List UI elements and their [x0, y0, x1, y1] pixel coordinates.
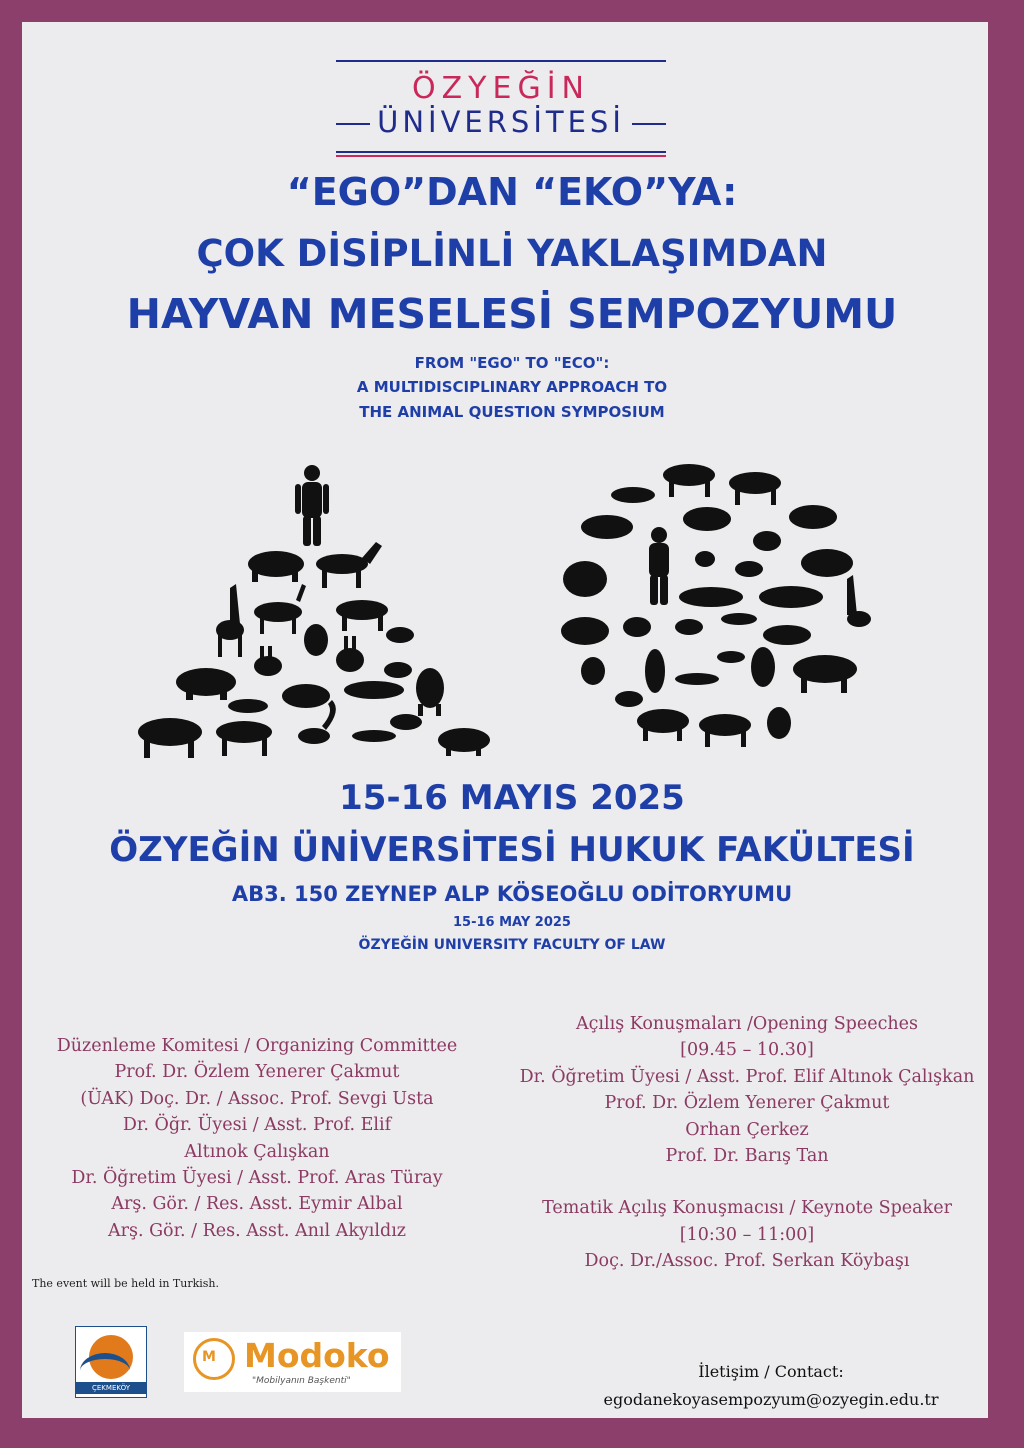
- frog-silhouette-icon: [282, 684, 330, 708]
- spacer: [502, 1169, 992, 1195]
- modoko-tagline: "Mobilyanın Başkenti": [252, 1376, 351, 1386]
- animal-circle-illustration: [555, 455, 875, 755]
- butterfly-silhouette-icon: [695, 551, 715, 567]
- cheetah-silhouette-icon: [344, 681, 404, 699]
- rhino-silhouette-icon-2: [801, 549, 853, 577]
- kangaroo-silhouette-icon-2: [767, 707, 791, 739]
- opening-speaker: Prof. Dr. Özlem Yenerer Çakmut: [604, 1093, 890, 1114]
- cekmekoy-label: ÇEKMEKÖY: [76, 1382, 146, 1394]
- event-date-en: 15-16 MAY 2025: [453, 915, 571, 930]
- opening-heading: Açılış Konuşmaları /Opening Speeches: [575, 1014, 919, 1034]
- modoko-name: Modoko: [244, 1336, 390, 1375]
- modoko-logo: [184, 1332, 401, 1392]
- keynote-time: [10:30 – 11:00]: [679, 1224, 815, 1245]
- event-venue-tr: ÖZYEĞİN ÜNİVERSİTESİ HUKUK FAKÜLTESİ: [109, 830, 915, 870]
- subtitle-en-line-3: THE ANIMAL QUESTION SYMPOSIUM: [359, 403, 665, 421]
- logo-rule-accent: [336, 155, 666, 157]
- dolphin-silhouette-icon: [679, 587, 743, 607]
- subtitle-en-line-1: FROM "EGO" TO "ECO":: [414, 354, 610, 372]
- cheetah-silhouette-icon-2: [759, 586, 823, 608]
- title-line-3: HAYVAN MESELESİ SEMPOZYUMU: [126, 290, 898, 338]
- opening-speaker: Dr. Öğretim Üyesi / Asst. Prof. Elif Altınok Çalışkan: [519, 1066, 975, 1087]
- seahorse-silhouette-icon: [645, 649, 665, 693]
- human-silhouette-icon-2: [649, 527, 669, 605]
- opening-time: [09.45 – 10.30]: [680, 1040, 814, 1061]
- scorpion-silhouette-icon-2: [763, 625, 811, 645]
- event-venue-en: ÖZYEĞİN UNIVERSITY FACULTY OF LAW: [358, 937, 666, 953]
- lizard-silhouette-icon-2: [675, 673, 719, 685]
- opening-speeches-block: [502, 1011, 992, 1275]
- event-room: AB3. 150 ZEYNEP ALP KÖSEOĞLU ODİTORYUMU: [231, 882, 793, 906]
- mouse-silhouette-icon-2: [615, 691, 643, 707]
- rabbit-silhouette-icon-3: [753, 531, 781, 551]
- kangaroo-silhouette-icon: [304, 624, 328, 656]
- scorpion-silhouette-icon: [298, 728, 330, 744]
- committee-member: Altınok Çalışkan: [184, 1141, 330, 1162]
- logo-rule-bottom: [336, 151, 666, 153]
- opening-speaker: Prof. Dr. Barış Tan: [665, 1145, 829, 1166]
- seal-silhouette-icon-2: [611, 487, 655, 503]
- seal-silhouette-icon: [228, 699, 268, 713]
- logo-word-ozyegin: ÖZYEĞİN: [412, 71, 590, 106]
- rabbit-silhouette-icon-2: [336, 648, 364, 672]
- committee-member: Arş. Gör. / Res. Asst. Eymir Albal: [111, 1194, 403, 1215]
- pig-silhouette-icon: [438, 728, 490, 752]
- duck-silhouette-icon: [384, 662, 412, 678]
- turtle-silhouette-icon-2: [717, 651, 745, 663]
- gecko-silhouette-icon: [675, 619, 703, 635]
- eagle-silhouette-icon: [683, 507, 731, 531]
- contact-email[interactable]: egodanekoyasempozyum@ozyegin.edu.tr: [603, 1390, 939, 1409]
- frog-silhouette-icon-2: [561, 617, 609, 645]
- event-date-tr: 15-16 MAYIS 2025: [339, 778, 685, 818]
- committee-member: (ÜAK) Doç. Dr. / Assoc. Prof. Sevgi Usta: [80, 1088, 434, 1109]
- meerkat-silhouette-icon: [416, 668, 444, 708]
- contact-block: [598, 1358, 944, 1414]
- contact-label: İletişim / Contact:: [698, 1362, 844, 1381]
- animal-pyramid-illustration: [130, 460, 500, 760]
- keynote-speaker: Doç. Dr./Assoc. Prof. Serkan Köybaşı: [584, 1251, 910, 1272]
- modoko-emblem-icon: M: [193, 1338, 235, 1380]
- bat-silhouette-icon: [721, 613, 757, 625]
- giraffe-silhouette-icon-2: [847, 575, 857, 615]
- rabbit-silhouette-icon-4: [581, 657, 605, 685]
- title-line-2: ÇOK DİSİPLİNLİ YAKLAŞIMDAN: [196, 232, 828, 275]
- cekmekoy-logo: [75, 1326, 147, 1398]
- lizard-silhouette-icon: [352, 730, 396, 742]
- rooster-silhouette-icon: [623, 617, 651, 637]
- mouse-silhouette-icon: [386, 627, 414, 643]
- subtitle-en-line-2: A MULTIDISCIPLINARY APPROACH TO: [356, 378, 668, 396]
- goldfish-silhouette-icon: [563, 561, 607, 597]
- duck-silhouette-icon-2: [735, 561, 763, 577]
- keynote-heading: Tematik Açılış Konuşmacısı / Keynote Speaker: [542, 1198, 952, 1219]
- bear-silhouette-icon-2: [581, 515, 633, 539]
- committee-member: Prof. Dr. Özlem Yenerer Çakmut: [114, 1062, 400, 1083]
- committee-member: Arş. Gör. / Res. Asst. Anıl Akyıldız: [107, 1220, 407, 1241]
- giraffe-silhouette-icon: [230, 584, 240, 624]
- meerkat-silhouette-icon-2: [751, 647, 775, 687]
- committee-member: Dr. Öğretim Üyesi / Asst. Prof. Aras Türay: [71, 1167, 443, 1188]
- language-note: The event will be held in Turkish.: [32, 1277, 220, 1290]
- turtle-silhouette-icon: [390, 714, 422, 730]
- title-line-1: “EGO”DAN “EKO”YA:: [286, 170, 738, 214]
- organizing-committee-block: [36, 1033, 478, 1244]
- committee-heading: Düzenleme Komitesi / Organizing Committee: [56, 1036, 458, 1056]
- logo-rule-top: [336, 60, 666, 62]
- human-silhouette-icon: [295, 465, 329, 546]
- committee-member: Dr. Öğr. Üyesi / Asst. Prof. Elif: [122, 1115, 392, 1136]
- pig-silhouette-icon-2: [789, 505, 837, 529]
- university-logo: [336, 57, 666, 157]
- logo-word-universitesi: ÜNİVERSİTESİ: [377, 105, 625, 139]
- opening-speaker: Orhan Çerkez: [685, 1119, 809, 1140]
